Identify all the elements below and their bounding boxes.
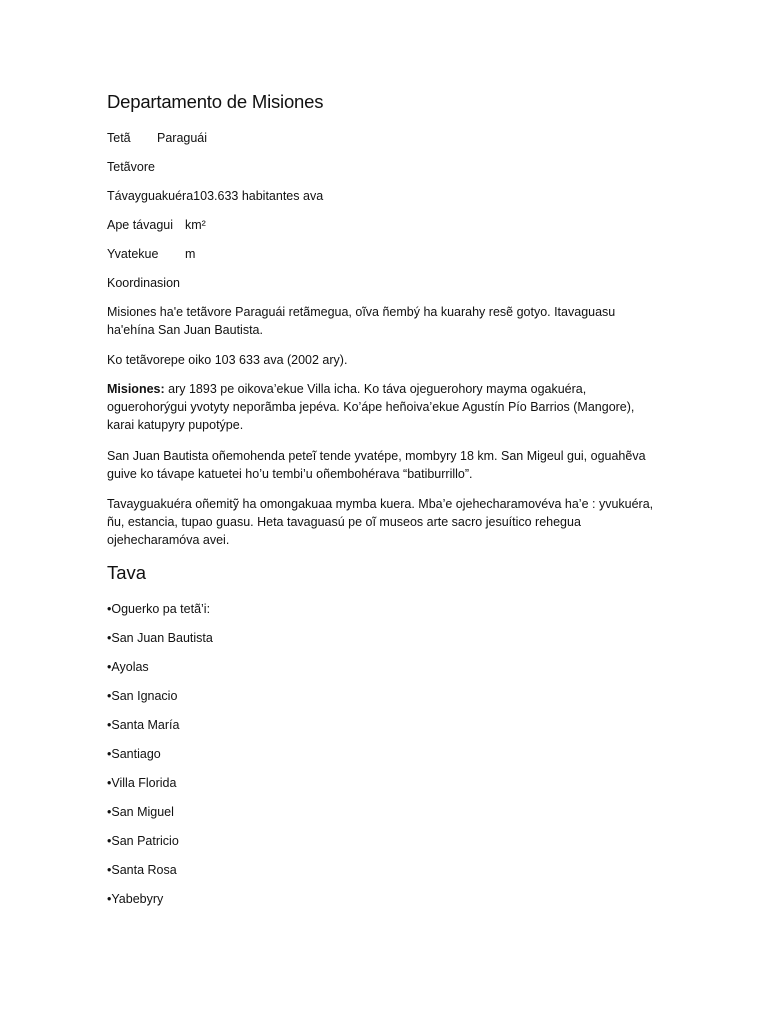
infobox-yvatekue-row <box>107 245 195 263</box>
infobox-teta-row <box>107 129 207 147</box>
town-list-item: •Yabebyry <box>107 892 164 906</box>
infobox-ape-row <box>107 216 206 234</box>
infobox-teta-value: Paraguái <box>157 131 208 145</box>
infobox-tavayguakuera-row <box>107 187 323 205</box>
infobox-ape-value: km² <box>185 218 206 232</box>
paragraph-history-text: ary 1893 pe oikova’ekue Villa icha. Ko táva ojeguerohory mayma ogakuéra, oguerohorýgui yvotyty neporãmba jepéva. Ko’ápe heñoiva’ekue Agustín Pío Barrios (Mangore), karai katupyry pupotýpe. <box>107 382 635 432</box>
paragraph-history <box>107 380 652 434</box>
infobox-yvatekue-value: m <box>185 247 196 261</box>
section-title-tava: Tava <box>107 562 147 583</box>
infobox-koordinasion-label: Koordinasion <box>107 276 180 290</box>
town-list-item: •Santiago <box>107 747 161 761</box>
town-list-item: •Ayolas <box>107 660 149 674</box>
town-list-item: •San Ignacio <box>107 689 178 703</box>
town-list-item: •San Patricio <box>107 834 179 848</box>
town-list-item: •Villa Florida <box>107 776 177 790</box>
town-list-item: •Santa Rosa <box>107 863 177 877</box>
infobox-teta-label: Tetã <box>107 131 131 145</box>
infobox-koordinasion-row <box>107 274 180 292</box>
infobox-tavayguakuera-label: Távayguakuéra <box>107 189 194 203</box>
paragraph-economy: Tavayguakuéra oñemitỹ ha omongakuaa mymba kuera. Mba’e ojehecharamovéva ha’e : yvukuéra, ñu, estancia, tupao guasu. Heta tavaguasú pe oĩ museos arte sacro jesuítico rehegua ojehecharamóva avei. <box>107 497 654 547</box>
town-list-item: •Oguerko pa tetã’i: <box>107 602 211 616</box>
paragraph-intro: Misiones ha'e tetãvore Paraguái retãmegua, oĩva ñembý ha kuarahy resẽ gotyo. Itavaguasu ha'ehína San Juan Bautista. <box>107 305 616 337</box>
paragraph-population: Ko tetãvorepe oiko 103 633 ava (2002 ary). <box>107 353 348 367</box>
infobox-yvatekue-label: Yvatekue <box>107 247 159 261</box>
town-list-item: •San Juan Bautista <box>107 631 213 645</box>
infobox-tavayguakuera-value: 103.633 habitantes ava <box>193 189 324 203</box>
town-list-item: •San Miguel <box>107 805 174 819</box>
page-title: Departamento de Misiones <box>107 91 324 112</box>
paragraph-capital: San Juan Bautista oñemohenda peteĩ tende yvatépe, mombyry 18 km. San Migeul gui, oguahẽva guive ko távape katuetei ho’u tembi’u oñembohérava “batiburrillo”. <box>107 449 646 481</box>
paragraph-history-bold: Misiones: <box>107 382 165 396</box>
town-list-item: •Santa María <box>107 718 180 732</box>
infobox-tetavore-label: Tetãvore <box>107 160 155 174</box>
infobox-tetavore-row <box>107 158 155 176</box>
infobox-ape-label: Ape távagui <box>107 218 174 232</box>
